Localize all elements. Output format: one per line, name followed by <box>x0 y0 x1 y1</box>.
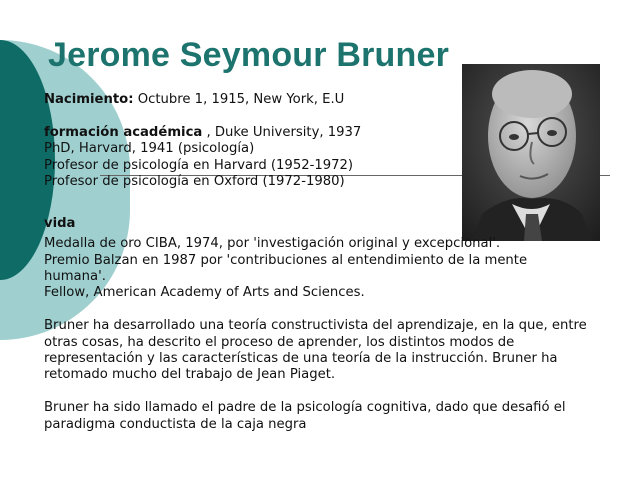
birth-label: Nacimiento: <box>44 92 134 107</box>
paragraph: Bruner ha sido llamado el padre de la psicología cognitiva, dado que desafió el paradigma conductista de la caja negra <box>44 400 566 432</box>
paragraph: Bruner ha desarrollado una teoría constructivista del aprendizaje, en la que, entre otras cosas, ha descrito el proceso de aprender, los distintos modos de representación y las características de una teoría de la instrucción. Bruner ha retomado mucho del trabajo de Jean Piaget. <box>44 318 587 383</box>
education-line <box>44 125 624 141</box>
education-item: Profesor de psicología en Oxford (1972-1980) <box>44 174 345 190</box>
birth-value: Octubre 1, 1915, New York, E.U <box>133 92 345 107</box>
slide-title: Jerome Seymour Bruner <box>48 36 450 74</box>
education-item: Profesor de psicología en Harvard (1952-1972) <box>44 157 354 173</box>
birth-line <box>44 92 624 108</box>
life-item: Premio Balzan en 1987 por 'contribuciones al entendimiento de la mente humana'. <box>44 252 528 285</box>
life-item: Medalla de oro CIBA, 1974, por 'investigación original y excepcional'. <box>44 236 501 252</box>
life-label: vida <box>44 215 76 231</box>
education-label: formación académica <box>44 124 203 140</box>
slide-body <box>44 92 624 433</box>
education-item: PhD, Harvard, 1941 (psicología) <box>44 141 255 157</box>
life-item: Fellow, American Academy of Arts and Sciences. <box>44 285 365 301</box>
education-first: , Duke University, 1937 <box>202 124 362 140</box>
